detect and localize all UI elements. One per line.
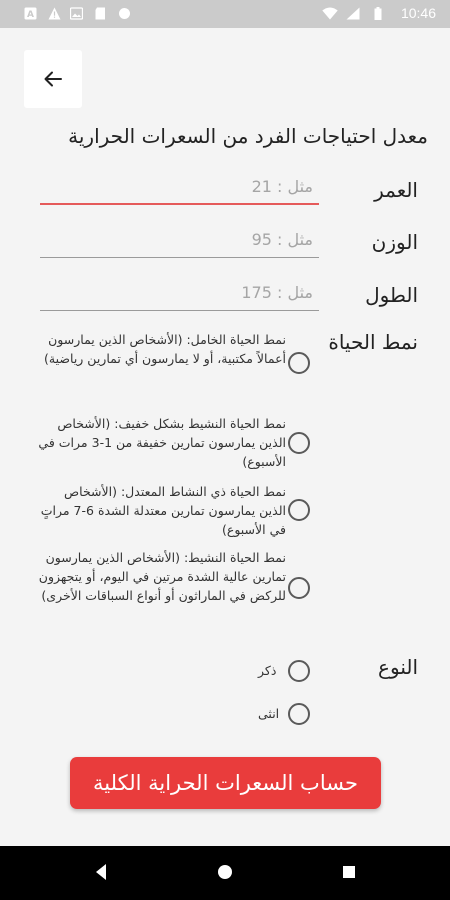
battery-icon [374,7,382,20]
calculate-calories-button[interactable]: حساب السعرات الحراية الكلية [70,757,381,809]
image-icon [70,7,83,20]
back-button[interactable] [24,50,82,108]
weight-input[interactable] [40,226,319,258]
lifestyle-option-light-radio[interactable] [288,432,310,454]
height-label: الطول [365,283,418,307]
back-triangle-icon[interactable] [92,860,110,884]
gender-label: النوع [378,655,418,679]
arrow-left-icon [43,69,63,89]
lifestyle-option-active-text: نمط الحياة النشيط: (الأشخاص الذين يمارسون تمارين عالية الشدة مرتين في اليوم، أو يتجهزون للركض في الماراثون أو أنواع السباقات الأخرى) [38,550,286,603]
age-input[interactable] [40,173,319,205]
sd-card-icon [94,7,107,20]
wifi-icon [322,7,338,20]
lifestyle-option-sedentary-radio[interactable] [288,352,310,374]
lifestyle-option-light-text: نمط الحياة النشيط بشكل خفيف: (الأشخاص الذين يمارسون تمارين خفيفة من 1-3 مرات في الأسبوع) [38,416,286,469]
weight-label: الوزن [371,230,418,254]
warning-icon [48,7,61,20]
lifestyle-option-sedentary-text: نمط الحياة الخامل: (الأشخاص الذين يمارسون أعمالاً مكتبية، أو لا يمارسون أي تمارين رياضية) [44,332,286,366]
status-bar [0,0,450,28]
gender-option-female-radio[interactable] [288,703,310,725]
age-label: العمر [374,178,418,202]
lifestyle-option-moderate-radio[interactable] [288,499,310,521]
lifestyle-option-moderate-text: نمط الحياة ذي النشاط المعتدل: (الأشخاص الذين يمارسون تمارين معتدلة الشدة 6-7 مراتٍ في الأسبوع) [40,484,286,537]
gender-option-male-radio[interactable] [288,660,310,682]
svg-text:A: A [27,10,34,20]
lifestyle-label: نمط الحياة [328,330,418,354]
home-circle-icon[interactable] [214,860,236,884]
recents-square-icon[interactable] [340,860,358,884]
lifestyle-option-active-radio[interactable] [288,577,310,599]
a-icon [24,7,37,20]
gender-option-female-text: انثى [258,706,280,721]
signal-icon [346,7,360,20]
page-title: معدل احتياجات الفرد من السعرات الحرارية [68,124,428,148]
circle-icon [118,7,131,20]
gender-option-male-text: ذكر [258,663,277,678]
navigation-bar [0,846,450,900]
height-input[interactable] [40,279,319,311]
status-time: 10:46 [400,5,436,21]
